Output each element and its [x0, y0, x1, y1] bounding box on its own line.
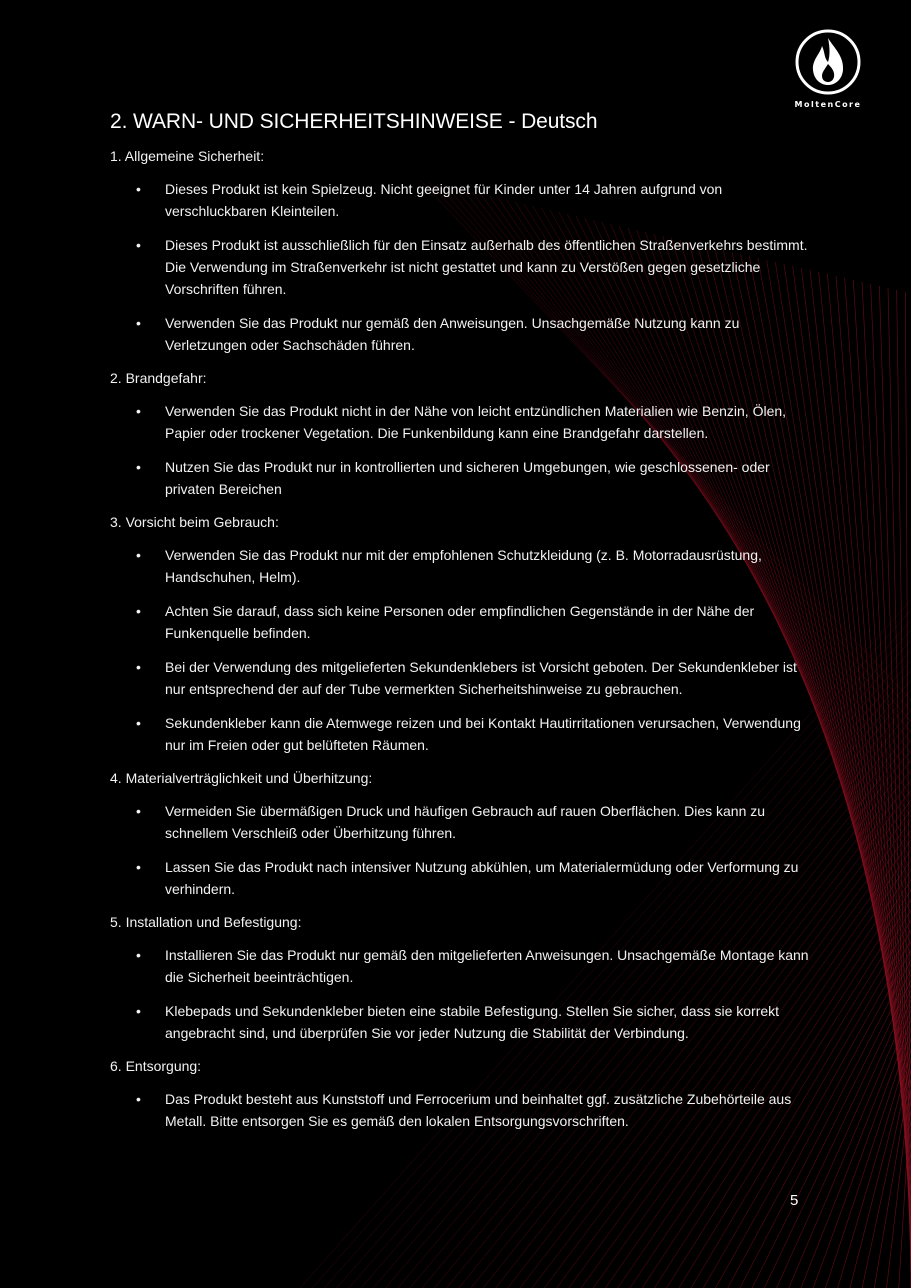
list-item: • Verwenden Sie das Produkt nicht in der Nähe von leicht entzündlichen Materialien wie Benzin, Ölen, Papier oder trockener Vegetation. Die Funkenbildung kann eine Brandgefahr darstellen. [110, 400, 810, 444]
bullet-list [110, 800, 810, 900]
brand-logo [792, 28, 864, 112]
section-6 [110, 1056, 810, 1132]
list-item: • Vermeiden Sie übermäßigen Druck und häufigen Gebrauch auf rauen Oberflächen. Dies kann zu schnellem Verschleiß oder Überhitzung führen. [110, 800, 810, 844]
list-item: • Achten Sie darauf, dass sich keine Personen oder empfindlichen Gegenstände in der Nähe der Funkenquelle befinden. [110, 600, 810, 644]
page-title: 2. WARN- UND SICHERHEITSHINWEISE - Deutsch [110, 110, 598, 133]
bullet-list [110, 178, 810, 356]
section-heading: 5. Installation und Befestigung: [110, 914, 302, 930]
section-heading: 2. Brandgefahr: [110, 370, 207, 386]
list-item: • Sekundenkleber kann die Atemwege reizen und bei Kontakt Hautirritationen verursachen, Verwendung nur im Freien oder gut belüfteten Räumen. [110, 712, 810, 756]
flame-icon [794, 28, 862, 96]
bullet-list [110, 944, 810, 1044]
section-1 [110, 146, 810, 356]
bullet-list [110, 400, 810, 500]
sections-container [110, 146, 810, 1132]
list-item: • Das Produkt besteht aus Kunststoff und Ferrocerium und beinhaltet ggf. zusätzliche Zubehörteile aus Metall. Bitte entsorgen Sie es gemäß den lokalen Entsorgungsvorschriften. [110, 1088, 810, 1132]
section-5 [110, 912, 810, 1044]
page-number: 5 [790, 1192, 799, 1209]
section-heading: 1. Allgemeine Sicherheit: [110, 148, 265, 164]
list-item: • Dieses Produkt ist ausschließlich für den Einsatz außerhalb des öffentlichen Straßenverkehrs bestimmt. Die Verwendung im Straßenverkehr ist nicht gestattet und kann zu Verstößen gegen gesetzliche Vorschriften führen. [110, 234, 810, 300]
section-4 [110, 768, 810, 900]
list-item: • Lassen Sie das Produkt nach intensiver Nutzung abkühlen, um Materialermüdung oder Verformung zu verhindern. [110, 856, 810, 900]
section-3 [110, 512, 810, 756]
section-heading: 6. Entsorgung: [110, 1058, 202, 1074]
section-heading: 4. Materialverträglichkeit und Überhitzung: [110, 770, 373, 786]
section-2 [110, 368, 810, 500]
bullet-list [110, 544, 810, 756]
list-item: • Klebepads und Sekundenkleber bieten eine stabile Befestigung. Stellen Sie sicher, dass sie korrekt angebracht sind, und überprüfen Sie vor jeder Nutzung die Stabilität der Verbindung. [110, 1000, 810, 1044]
background-line [862, 1060, 911, 1288]
safety-content [110, 110, 810, 1144]
bullet-list [110, 1088, 810, 1132]
list-item: • Installieren Sie das Produkt nur gemäß den mitgelieferten Anweisungen. Unsachgemäße Montage kann die Sicherheit beeinträchtigen. [110, 944, 810, 988]
list-item: • Nutzen Sie das Produkt nur in kontrollierten und sicheren Umgebungen, wie geschlossenen- oder privaten Bereichen [110, 456, 810, 500]
background-line [838, 1040, 911, 1288]
list-item: • Verwenden Sie das Produkt nur gemäß den Anweisungen. Unsachgemäße Nutzung kann zu Verletzungen oder Sachschäden führen. [110, 312, 810, 356]
list-item: • Verwenden Sie das Produkt nur mit der empfohlenen Schutzkleidung (z. B. Motorradausrüstung, Handschuhen, Helm). [110, 544, 810, 588]
brand-name: MoltenCore [794, 100, 862, 109]
section-heading: 3. Vorsicht beim Gebrauch: [110, 514, 279, 530]
list-item: • Dieses Produkt ist kein Spielzeug. Nicht geeignet für Kinder unter 14 Jahren aufgrund von verschluckbaren Kleinteilen. [110, 178, 810, 222]
background-line [819, 272, 911, 1191]
list-item: • Bei der Verwendung des mitgelieferten Sekundenklebers ist Vorsicht geboten. Der Sekundenkleber ist nur entsprechend der auf der Tube vermerkten Sicherheitshinweise zu gebrauchen. [110, 656, 810, 700]
